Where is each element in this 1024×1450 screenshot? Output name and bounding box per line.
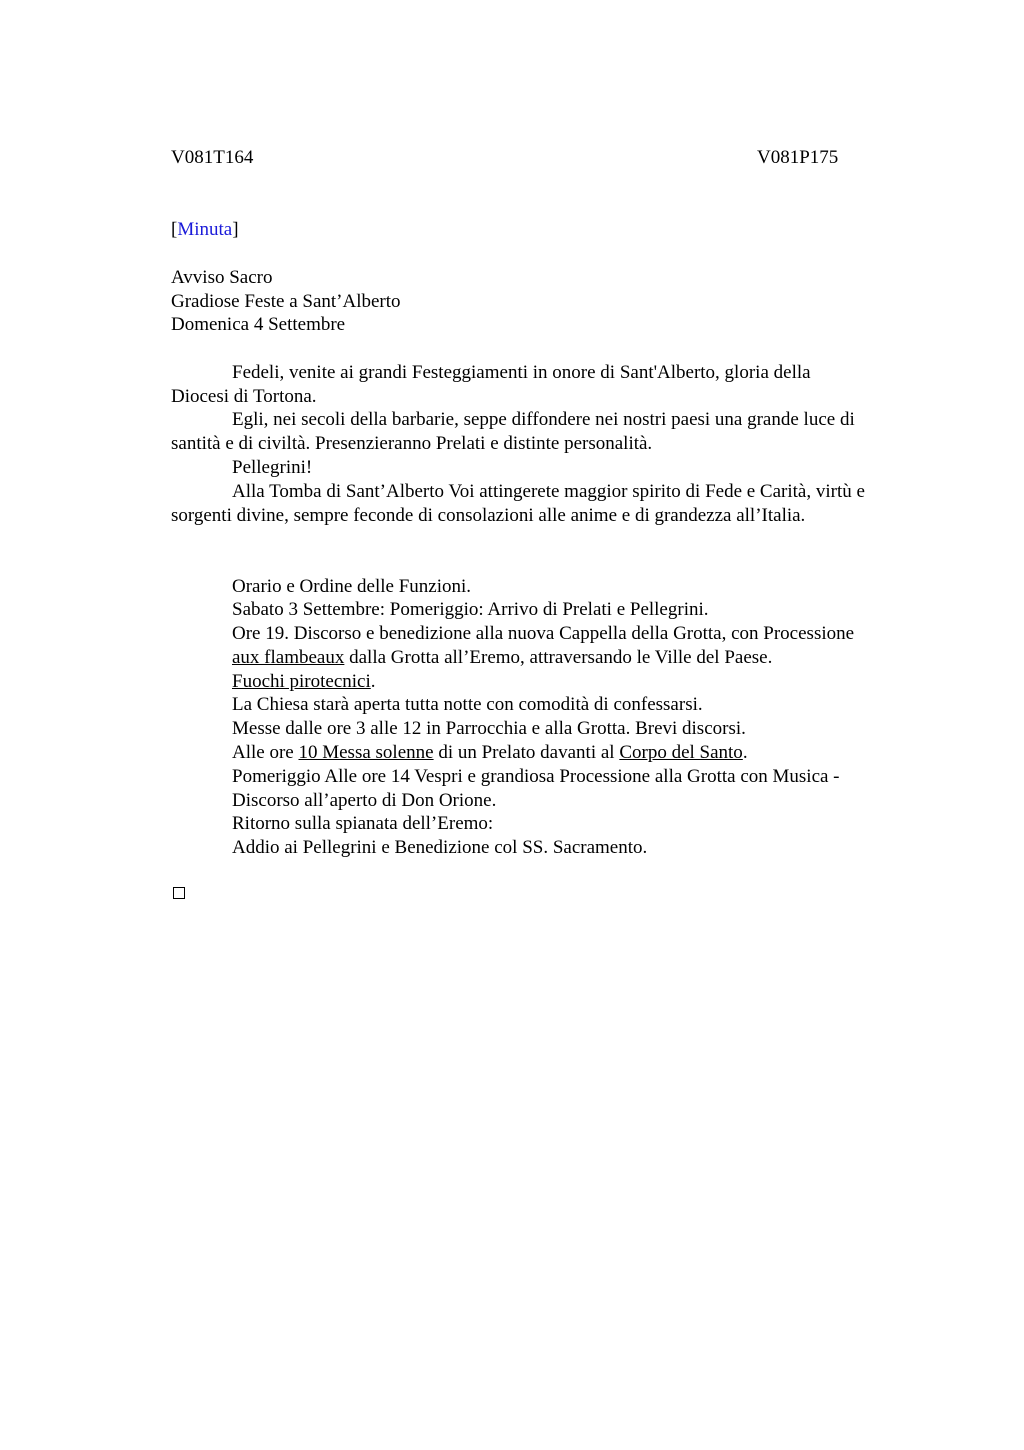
schedule-line-9: Discorso all’aperto di Don Orione. (232, 790, 497, 811)
title-line-3: Domenica 4 Settembre (171, 314, 346, 335)
paragraph-4-line-1: Alla Tomba di Sant’Alberto Voi attingerete maggior spirito di Fede e Carità, virtù e (232, 481, 865, 502)
title-line-1: Avviso Sacro (171, 267, 273, 288)
draft-label (171, 218, 239, 242)
schedule-line-2: Ore 19. Discorso e benedizione alla nuova Cappella della Grotta, con Processione (232, 623, 855, 644)
schedule-line-5: La Chiesa starà aperta tutta notte con comodità di confessarsi. (232, 694, 703, 715)
schedule-line-11: Addio ai Pellegrini e Benedizione col SS. Sacramento. (232, 837, 648, 858)
draft-label-text: Minuta (177, 219, 233, 240)
schedule-line-3 (232, 646, 772, 670)
document-code-right: V081P175 (757, 147, 839, 168)
end-marker-box (173, 887, 185, 899)
paragraph-2-line-1: Egli, nei secoli della barbarie, seppe diffondere nei nostri paesi una grande luce di (232, 409, 855, 430)
paragraph-3: Pellegrini! (232, 457, 313, 478)
open-bracket: [ (171, 219, 178, 240)
schedule-line-7-text-b: di un Prelato davanti al (433, 742, 620, 763)
schedule-line-10: Ritorno sulla spianata dell’Eremo: (232, 813, 494, 834)
schedule-line-7-text-a: Alle ore (232, 742, 299, 763)
underlined-text: 10 Messa solenne (298, 742, 434, 763)
schedule-line-4-text: . (370, 671, 376, 692)
title-line-2: Gradiose Feste a Sant’Alberto (171, 291, 401, 312)
paragraph-1-line-1: Fedeli, venite ai grandi Festeggiamenti in onore di Sant'Alberto, gloria della (232, 362, 811, 383)
schedule-line-6: Messe dalle ore 3 alle 12 in Parrocchia e alla Grotta. Brevi discorsi. (232, 718, 746, 739)
paragraph-1-line-2: Diocesi di Tortona. (171, 386, 317, 407)
schedule-line-4 (232, 670, 376, 694)
underlined-text: aux flambeaux (232, 647, 345, 668)
paragraph-2-line-2: santità e di civiltà. Presenzieranno Prelati e distinte personalità. (171, 433, 653, 454)
schedule-line-7 (232, 741, 748, 765)
underlined-text: Fuochi pirotecnici (232, 671, 371, 692)
underlined-text: Corpo del Santo (619, 742, 743, 763)
schedule-line-8: Pomeriggio Alle ore 14 Vespri e grandiosa Processione alla Grotta con Musica - (232, 766, 840, 787)
schedule-line-1: Sabato 3 Settembre: Pomeriggio: Arrivo di Prelati e Pellegrini. (232, 599, 709, 620)
schedule-line-3-text: dalla Grotta all’Eremo, attraversando le Ville del Paese. (344, 647, 773, 668)
document-code-left: V081T164 (171, 147, 254, 168)
close-bracket: ] (232, 219, 239, 240)
paragraph-4-line-2: sorgenti divine, sempre feconde di consolazioni alle anime e di grandezza all’Italia. (171, 505, 806, 526)
schedule-heading: Orario e Ordine delle Funzioni. (232, 576, 472, 597)
schedule-line-7-text-c: . (742, 742, 748, 763)
